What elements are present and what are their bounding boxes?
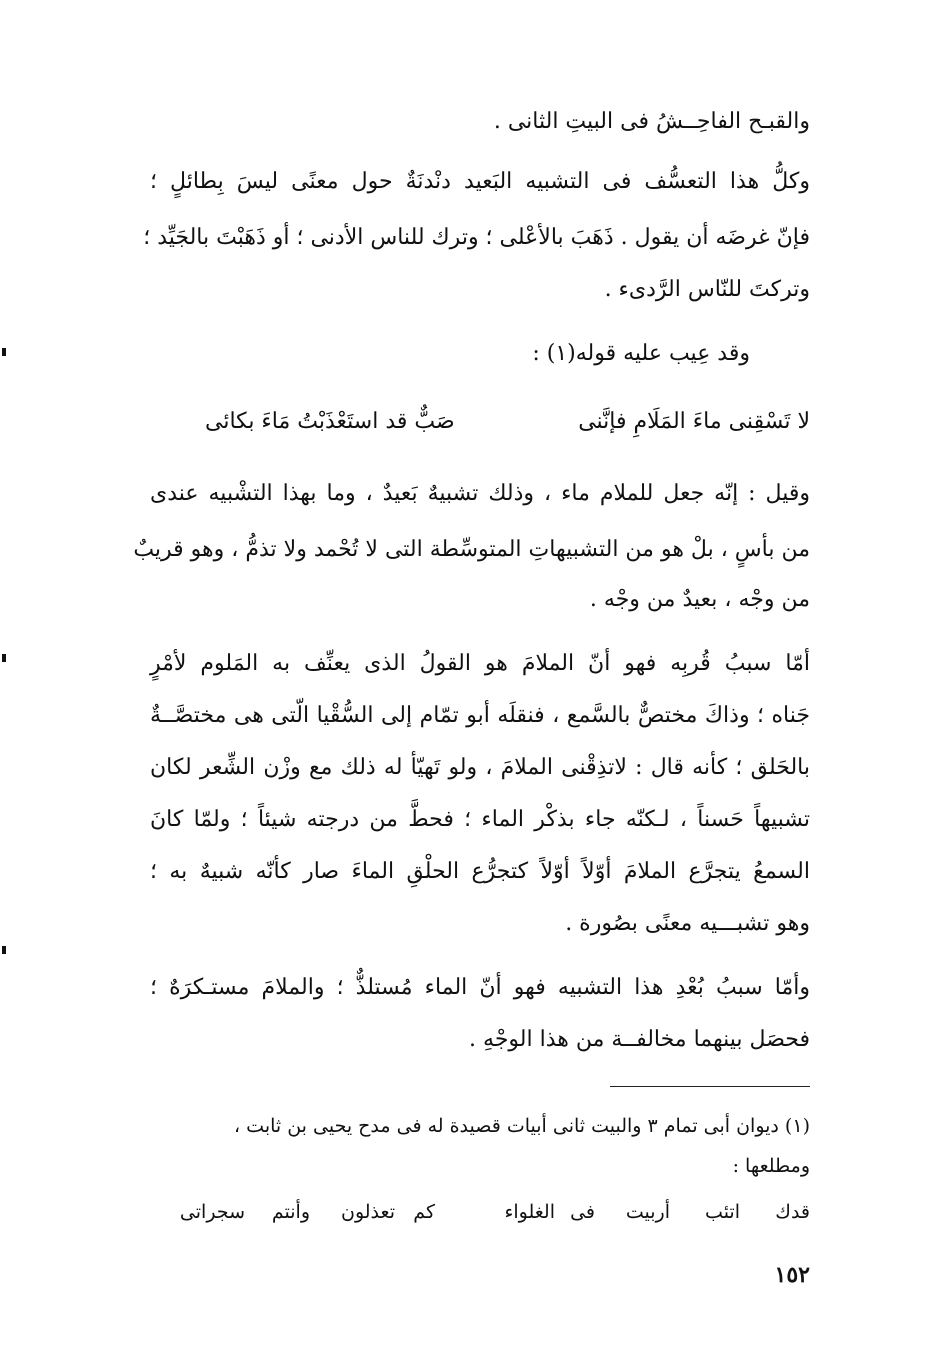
footnote-verse-word: الغلواء bbox=[504, 1201, 555, 1223]
footnote-verse-word: وأنتم bbox=[271, 1201, 310, 1223]
scan-margin-mark bbox=[2, 348, 6, 356]
text-line: أمّا سببُ قُربِه فهو أنّ الملامَ هو القولُ الذى يعنِّف به المَلوم لأمْرٍ bbox=[150, 651, 810, 676]
footnote-verse-word: فى bbox=[570, 1201, 595, 1223]
text-line: جَناه ؛ وذاكَ مختصٌّ بالسَّمع ، فنقلَه أبو تمّام إلى السُّقْيا الّتى هى مختصَّــةٌ bbox=[150, 703, 810, 728]
footnote-verse-word: اتئب bbox=[705, 1201, 740, 1223]
text-line: وقد عِيب عليه قوله(١) : bbox=[532, 341, 750, 366]
page-number: ١٥٢ bbox=[774, 1262, 810, 1288]
footnote-verse-word: أربيت bbox=[625, 1201, 670, 1223]
scan-margin-mark bbox=[2, 946, 6, 954]
text-line: والقبـح الفاحِــشُ فى البيتِ الثانى . bbox=[493, 109, 810, 134]
footnote-verse-word: سجراتى bbox=[179, 1201, 245, 1223]
footnote-separator bbox=[610, 1086, 810, 1087]
text-line: وقيل : إنّه جعل للملام ماء ، وذلك تشبيهٌ بَعيدٌ ، وما بهذا التشْبيه عندى bbox=[150, 481, 810, 506]
text-line: من بأسٍ ، بلْ هو من التشبيهاتِ المتوسِّطة التى لا تُحْمد ولا تذمُّ ، وهو قريبٌ bbox=[133, 537, 810, 562]
text-line: وأمّا سببُ بُعْدِ هذا التشبيه فهو أنّ الماء مُستلذٌّ ؛ والملامَ مستـكرَهٌ ؛ bbox=[150, 975, 810, 1000]
scan-margin-mark bbox=[2, 654, 6, 662]
footnote-verse-word: كم bbox=[413, 1201, 435, 1223]
footnote-line: ومطلعها : bbox=[732, 1155, 810, 1177]
text-line: وهو تشبـــيه معنًى بصُورة . bbox=[565, 911, 810, 936]
text-line: من وجْه ، بعيدٌ من وجْه . bbox=[589, 587, 810, 612]
text-line: فإنّ غرضَه أن يقول . ذَهَبَ بالأعْلى ؛ وترك للناس الأدنى ؛ أو ذَهَبْتَ بالجَيِّد ؛ bbox=[143, 225, 810, 250]
footnote-verse bbox=[170, 1194, 810, 1230]
book-page bbox=[133, 90, 810, 1310]
verse-hemistich-first: لا تَسْقِنى ماءَ المَلَامِ فإنَّنى bbox=[578, 409, 810, 434]
text-line: بالحَلق ؛ كأنه قال : لاتذِقْنى الملامَ ، ولو تَهيّأ له ذلك مع وزْن الشِّعر لكان bbox=[150, 755, 810, 780]
verse-hemistich-second: صَبٌّ قد استَعْذَبْتُ مَاءَ بكائى bbox=[205, 409, 455, 434]
text-line: وكلُّ هذا التعسُّف فى التشبيه البَعيد دنْدنَةٌ حول معنًى ليسَ بِطائلٍ ؛ bbox=[150, 169, 810, 194]
text-line: تشبيهاً حَسناً ، لـكنّه جاء بذكْر الماء ؛ فحطَّ من درجته شيئاً ؛ ولمّا كانَ bbox=[150, 807, 810, 832]
text-line: السمعُ يتجرَّع الملامَ أوّلاً أوّلاً كتجرُّع الحلْقِ الماءَ صار كأنّه شبيهٌ به ؛ bbox=[150, 859, 810, 884]
poetry-verse bbox=[150, 402, 810, 442]
text-line: فحصَل بينهما مخالفــة من هذا الوجْهِ . bbox=[469, 1027, 810, 1052]
footnote-line: (١) ديوان أبى تمام ٣ والبيت ثانى أبيات قصيدة له فى مدح يحيى بن ثابت ، bbox=[233, 1115, 810, 1137]
footnote-verse-word: تعذلون bbox=[341, 1201, 395, 1223]
footnote-verse-word: قدك bbox=[775, 1201, 810, 1223]
text-line: وتركتَ للنّاس الرَّدىء . bbox=[604, 277, 810, 302]
